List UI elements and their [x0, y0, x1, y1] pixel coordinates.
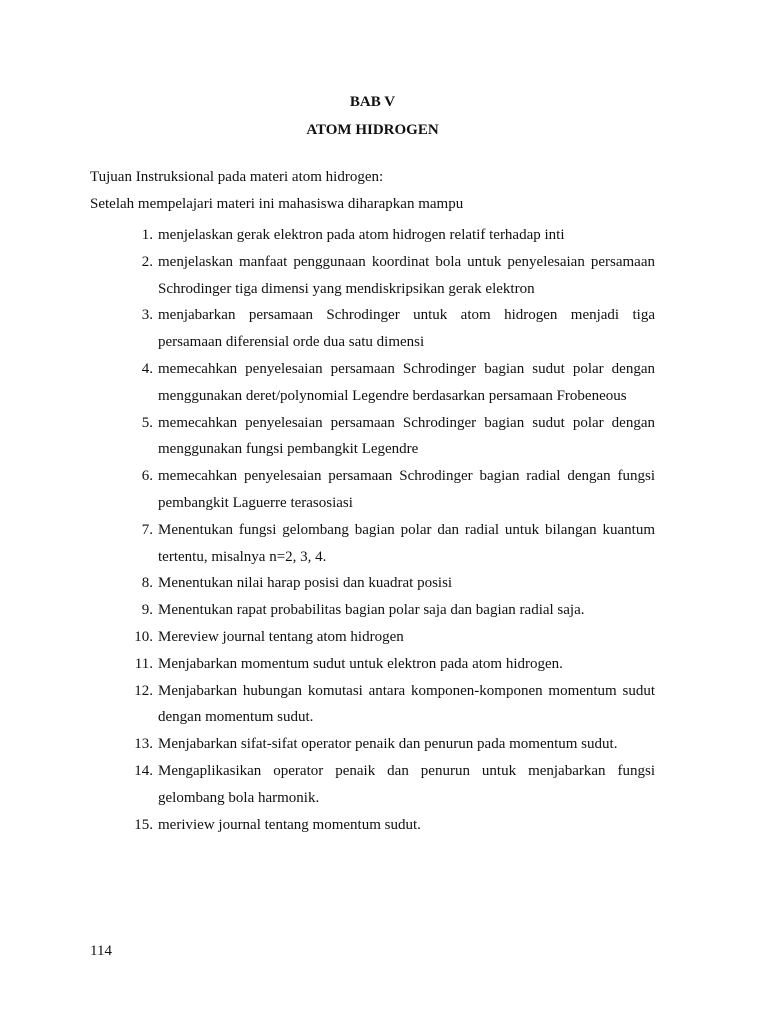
objective-item-2 — [0, 249, 768, 303]
objective-number: 12. — [134, 682, 153, 699]
objective-number: 10. — [134, 628, 153, 645]
page-number: 114 — [90, 943, 112, 959]
objective-text: Menjabarkan momentum sudut untuk elektron pada atom hidrogen. — [158, 655, 563, 672]
objective-item-15 — [0, 812, 768, 839]
chapter-title: ATOM HIDROGEN — [306, 122, 439, 138]
objective-number: 5. — [141, 414, 153, 431]
objective-item-8 — [0, 570, 768, 597]
objective-text: menjabarkan persamaan Schrodinger untuk atom hidrogen menjadi tiga persamaan diferensial orde dua satu dimensi — [158, 307, 655, 351]
objective-item-5 — [0, 410, 768, 464]
objective-text: Menentukan rapat probabilitas bagian polar saja dan bagian radial saja. — [158, 602, 585, 619]
objective-item-4 — [0, 356, 768, 410]
objective-item-11 — [0, 651, 768, 678]
objective-number: 7. — [141, 521, 153, 538]
objective-text: Mereview journal tentang atom hidrogen — [158, 628, 404, 645]
objective-item-14 — [0, 758, 768, 812]
intro-line-2: Setelah mempelajari materi ini mahasiswa diharapkan mampu — [90, 196, 464, 212]
objective-text: menjelaskan gerak elektron pada atom hidrogen relatif terhadap inti — [158, 227, 565, 243]
objective-number: 4. — [141, 360, 153, 377]
objective-number: 1. — [141, 227, 153, 243]
objective-number: 3. — [141, 307, 153, 324]
objective-number: 2. — [141, 253, 153, 270]
objective-text: memecahkan penyelesaian persamaan Schrodinger bagian sudut polar dengan menggunakan fungsi pembangkit Legendre — [158, 414, 655, 458]
objective-number: 11. — [134, 655, 153, 672]
objective-item-3 — [0, 302, 768, 356]
objective-item-9 — [0, 597, 768, 624]
objective-text: menjelaskan manfaat penggunaan koordinat bola untuk penyelesaian persamaan Schrodinger tiga dimensi yang mendiskripsikan gerak elektron — [158, 253, 655, 297]
objective-text: Menentukan fungsi gelombang bagian polar dan radial untuk bilangan kuantum tertentu, misalnya n=2, 3, 4. — [158, 521, 655, 565]
objective-number: 6. — [141, 468, 153, 485]
objective-item-1 — [0, 222, 768, 249]
objective-item-10 — [0, 624, 768, 651]
objective-number: 8. — [141, 575, 153, 592]
objective-text: memecahkan penyelesaian persamaan Schrodinger bagian sudut polar dengan menggunakan deret/polynomial Legendre berdasarkan persamaan Frobeneous — [158, 360, 655, 404]
objective-text: memecahkan penyelesaian persamaan Schrodinger bagian radial dengan fungsi pembangkit Laguerre terasosiasi — [158, 468, 655, 511]
objective-text: meriview journal tentang momentum sudut. — [158, 816, 421, 833]
objective-item-7 — [0, 517, 768, 571]
objective-text: Menentukan nilai harap posisi dan kuadrat posisi — [158, 575, 453, 592]
objective-number: 9. — [141, 602, 153, 619]
objective-number: 15. — [134, 816, 153, 833]
objective-item-6 — [0, 463, 768, 517]
objective-text: Menjabarkan sifat-sifat operator penaik dan penurun pada momentum sudut. — [158, 736, 618, 753]
objective-text: Mengaplikasikan operator penaik dan penurun untuk menjabarkan fungsi gelombang bola harmonik. — [158, 762, 655, 806]
objective-item-13 — [0, 731, 768, 758]
objective-item-12 — [0, 678, 768, 732]
intro-line-1: Tujuan Instruksional pada materi atom hidrogen: — [90, 169, 384, 185]
objective-number: 14. — [134, 762, 153, 779]
objectives-list — [0, 222, 768, 838]
objective-text: Menjabarkan hubungan komutasi antara komponen-komponen momentum sudut dengan momentum sudut. — [158, 682, 655, 726]
objective-number: 13. — [134, 736, 153, 753]
chapter-heading: BAB V — [349, 94, 396, 110]
